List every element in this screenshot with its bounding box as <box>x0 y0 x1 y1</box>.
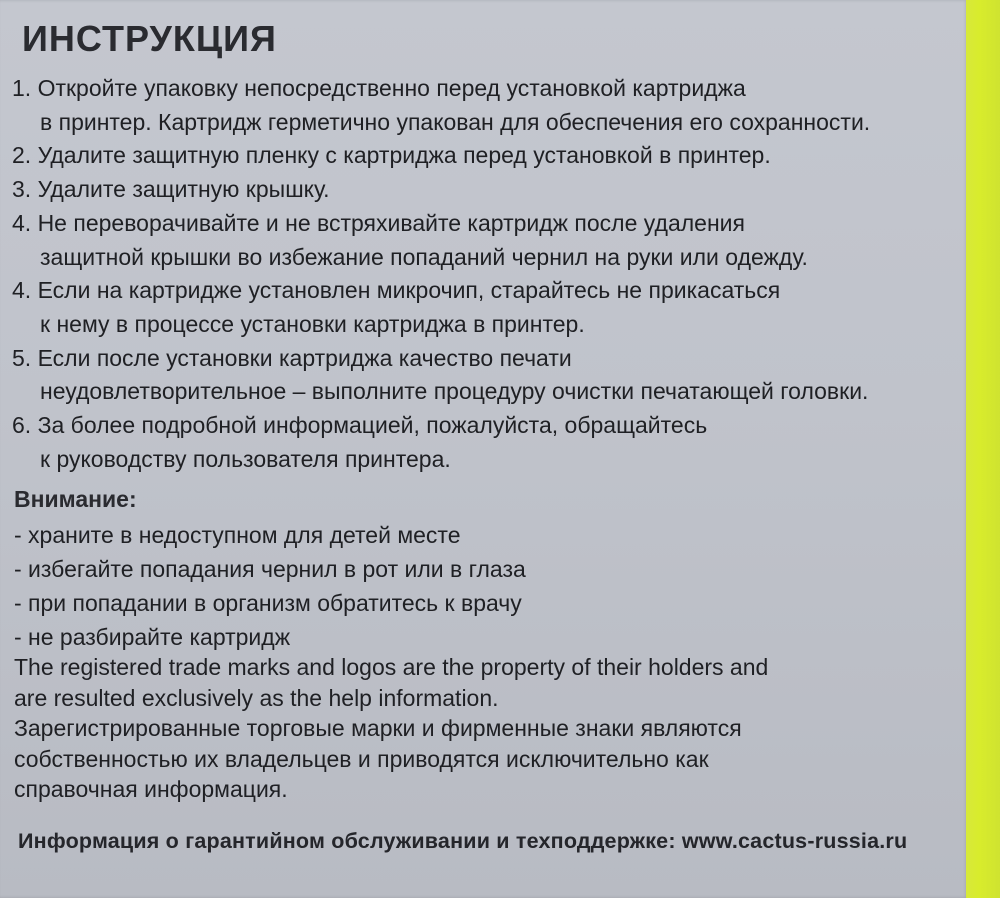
instruction-line: в принтер. Картридж герметично упакован для обеспечения его сохранности. <box>40 108 871 135</box>
legal-notice <box>14 652 944 805</box>
legal-line: собственностью их владельцев и приводятся исключительно как <box>14 745 709 772</box>
legal-line: справочная информация. <box>14 776 288 802</box>
warning-list <box>14 518 526 654</box>
instruction-line: 1. Откройте упаковку непосредственно перед установкой картриджа <box>12 75 746 101</box>
instruction-line: к нему в процессе установки картриджа в принтер. <box>40 310 585 337</box>
page-title: ИНСТРУКЦИЯ <box>22 18 277 59</box>
instruction-line: неудовлетворительное – выполните процедуру очистки печатающей головки. <box>40 378 869 405</box>
instruction-line: 4. Не переворачивайте и не встряхивайте картридж после удаления <box>12 209 745 236</box>
warning-item: - храните в недоступном для детей месте <box>14 522 461 548</box>
legal-line: are resulted exclusively as the help information. <box>14 684 499 711</box>
warning-item: - при попадании в организм обратитесь к врачу <box>14 590 522 616</box>
instruction-line: 4. Если на картридже установлен микрочип, старайтесь не прикасаться <box>12 277 781 304</box>
instruction-list <box>12 72 942 476</box>
support-info: Информация о гарантийном обслуживании и техподдержке: www.cactus-russia.ru <box>18 829 908 853</box>
legal-line: The registered trade marks and logos are the property of their holders and <box>14 654 769 680</box>
instruction-line: 5. Если после установки картриджа качество печати <box>12 344 572 371</box>
green-box-edge <box>966 0 1000 898</box>
warning-item: - не разбирайте картридж <box>14 624 291 650</box>
instruction-line: 3. Удалите защитную крышку. <box>12 176 330 203</box>
attention-heading: Внимание: <box>14 486 137 512</box>
instruction-line: 6. За более подробной информацией, пожалуйста, обращайтесь <box>12 412 708 439</box>
instruction-line: защитной крышки во избежание попаданий чернил на руки или одежду. <box>40 243 808 270</box>
warning-item: - избегайте попадания чернил в рот или в глаза <box>14 556 526 582</box>
instruction-line: 2. Удалите защитную пленку с картриджа перед установкой в принтер. <box>12 142 771 169</box>
legal-line: Зарегистрированные торговые марки и фирменные знаки являются <box>14 715 742 741</box>
instruction-line: к руководству пользователя принтера. <box>40 445 451 472</box>
